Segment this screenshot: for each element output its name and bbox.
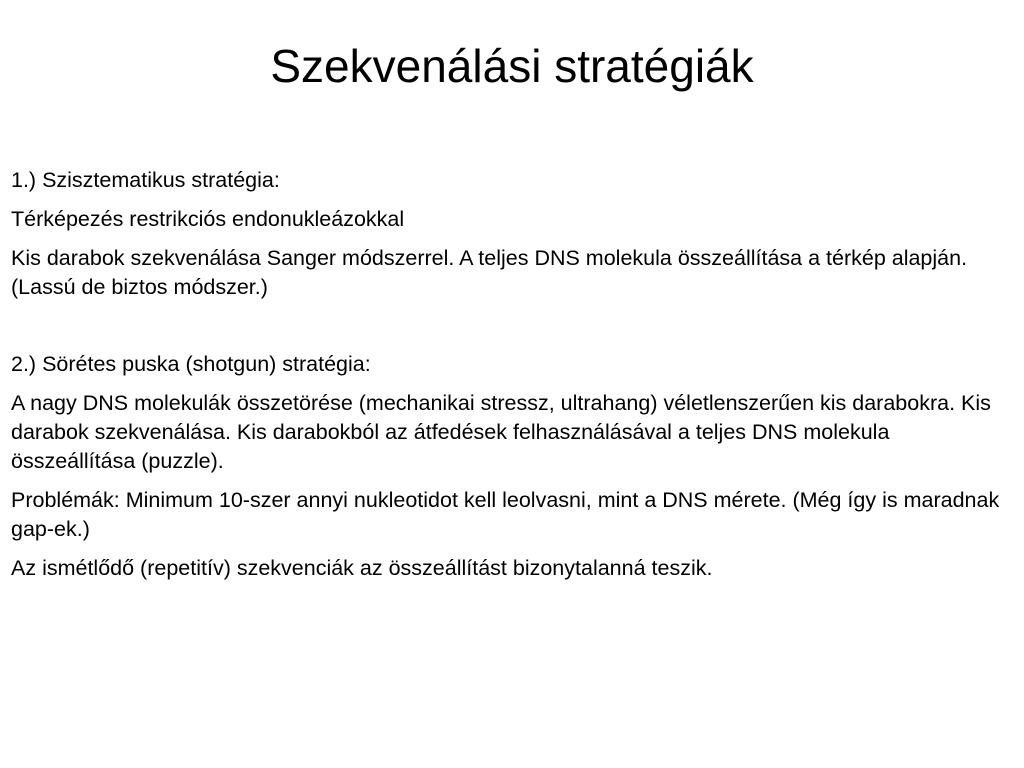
section1-heading: 1.) Szisztematikus stratégia:: [11, 168, 280, 192]
section2-fragmentation-text: A nagy DNS molekulák összetörése (mechanikai stressz, ultrahang) véletlenszerűen kis darabokra. Kis darabok szekvenálása. Kis darabokból az átfedések felhasználásával a teljes DNS molekula összeállítása (puzzle).: [11, 391, 991, 473]
section1-sequencing-text: Kis darabok szekvenálása Sanger módszerrel. A teljes DNS molekula összeállítása a térkép alapján. (Lassú de biztos módszer.): [11, 246, 968, 299]
section2-repeats-text: Az ismétlődő (repetitív) szekvenciák az összeállítást bizonytalanná teszik.: [11, 556, 713, 580]
section2-problems-text: Problémák: Minimum 10-szer annyi nukleotidot kell leolvasni, mint a DNS mérete. (Még így is maradnak gap-ek.): [11, 488, 1000, 541]
section2-heading: 2.) Sörétes puska (shotgun) stratégia:: [11, 352, 371, 376]
section1-mapping-text: Térképezés restrikciós endonukleázokkal: [11, 207, 405, 231]
slide-title: Szekvenálási stratégiák: [270, 40, 754, 92]
slide-body: [11, 166, 1011, 593]
